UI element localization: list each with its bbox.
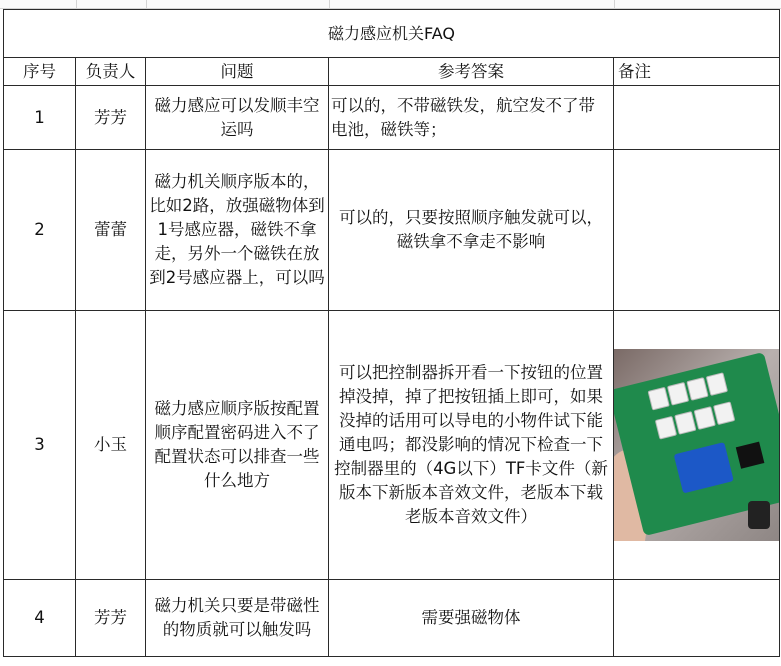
cell-seq[interactable]: 2 xyxy=(4,150,76,311)
cell-answer[interactable]: 可以的，不带磁铁发，航空发不了带电池，磁铁等； xyxy=(329,86,614,150)
cell-owner[interactable]: 芳芳 xyxy=(76,86,146,150)
faq-table xyxy=(3,9,780,657)
relay-shape xyxy=(674,442,734,493)
table-title[interactable]: 磁力感应机关FAQ xyxy=(4,10,780,58)
table-row xyxy=(4,150,780,311)
controller-board-photo[interactable] xyxy=(614,349,780,541)
cell-owner[interactable]: 小玉 xyxy=(76,311,146,580)
cell-question[interactable]: 磁力机关只要是带磁性的物质就可以触发吗 xyxy=(146,580,329,657)
cell-note[interactable] xyxy=(614,150,780,311)
header-note[interactable]: 备注 xyxy=(614,58,780,86)
cell-answer[interactable]: 需要强磁物体 xyxy=(329,580,614,657)
cell-seq[interactable]: 3 xyxy=(4,311,76,580)
table-row xyxy=(4,311,780,580)
chip-shape xyxy=(736,442,765,469)
cell-answer[interactable]: 可以的，只要按照顺序触发就可以，磁铁拿不拿走不影响 xyxy=(329,150,614,311)
header-question[interactable]: 问题 xyxy=(146,58,329,86)
cell-note[interactable] xyxy=(614,311,780,580)
spreadsheet-column-strip xyxy=(0,0,781,9)
cell-owner[interactable]: 芳芳 xyxy=(76,580,146,657)
header-owner[interactable]: 负责人 xyxy=(76,58,146,86)
cell-question[interactable]: 磁力机关顺序版本的，比如2路，放强磁物体到1号感应器，磁铁不拿走，另外一个磁铁在放到2号感应器上，可以吗 xyxy=(146,150,329,311)
cell-question[interactable]: 磁力感应顺序版按配置顺序配置密码进入不了配置状态可以排查一些什么地方 xyxy=(146,311,329,580)
header-answer[interactable]: 参考答案 xyxy=(329,58,614,86)
cell-seq[interactable]: 4 xyxy=(4,580,76,657)
cell-owner[interactable]: 蕾蕾 xyxy=(76,150,146,311)
capacitor-shape xyxy=(748,501,770,529)
table-row xyxy=(4,580,780,657)
cell-note[interactable] xyxy=(614,86,780,150)
cell-question[interactable]: 磁力感应可以发顺丰空运吗 xyxy=(146,86,329,150)
table-row xyxy=(4,86,780,150)
cell-note[interactable] xyxy=(614,580,780,657)
header-seq[interactable]: 序号 xyxy=(4,58,76,86)
cell-answer[interactable]: 可以把控制器拆开看一下按钮的位置掉没掉，掉了把按钮插上即可，如果没掉的话用可以导电的小物件试下能通电吗；都没影响的情况下检查一下控制器里的（4G以下）TF卡文件（新版本下新版本音效文件，老版本下载老版本音效文件） xyxy=(329,311,614,580)
cell-seq[interactable]: 1 xyxy=(4,86,76,150)
